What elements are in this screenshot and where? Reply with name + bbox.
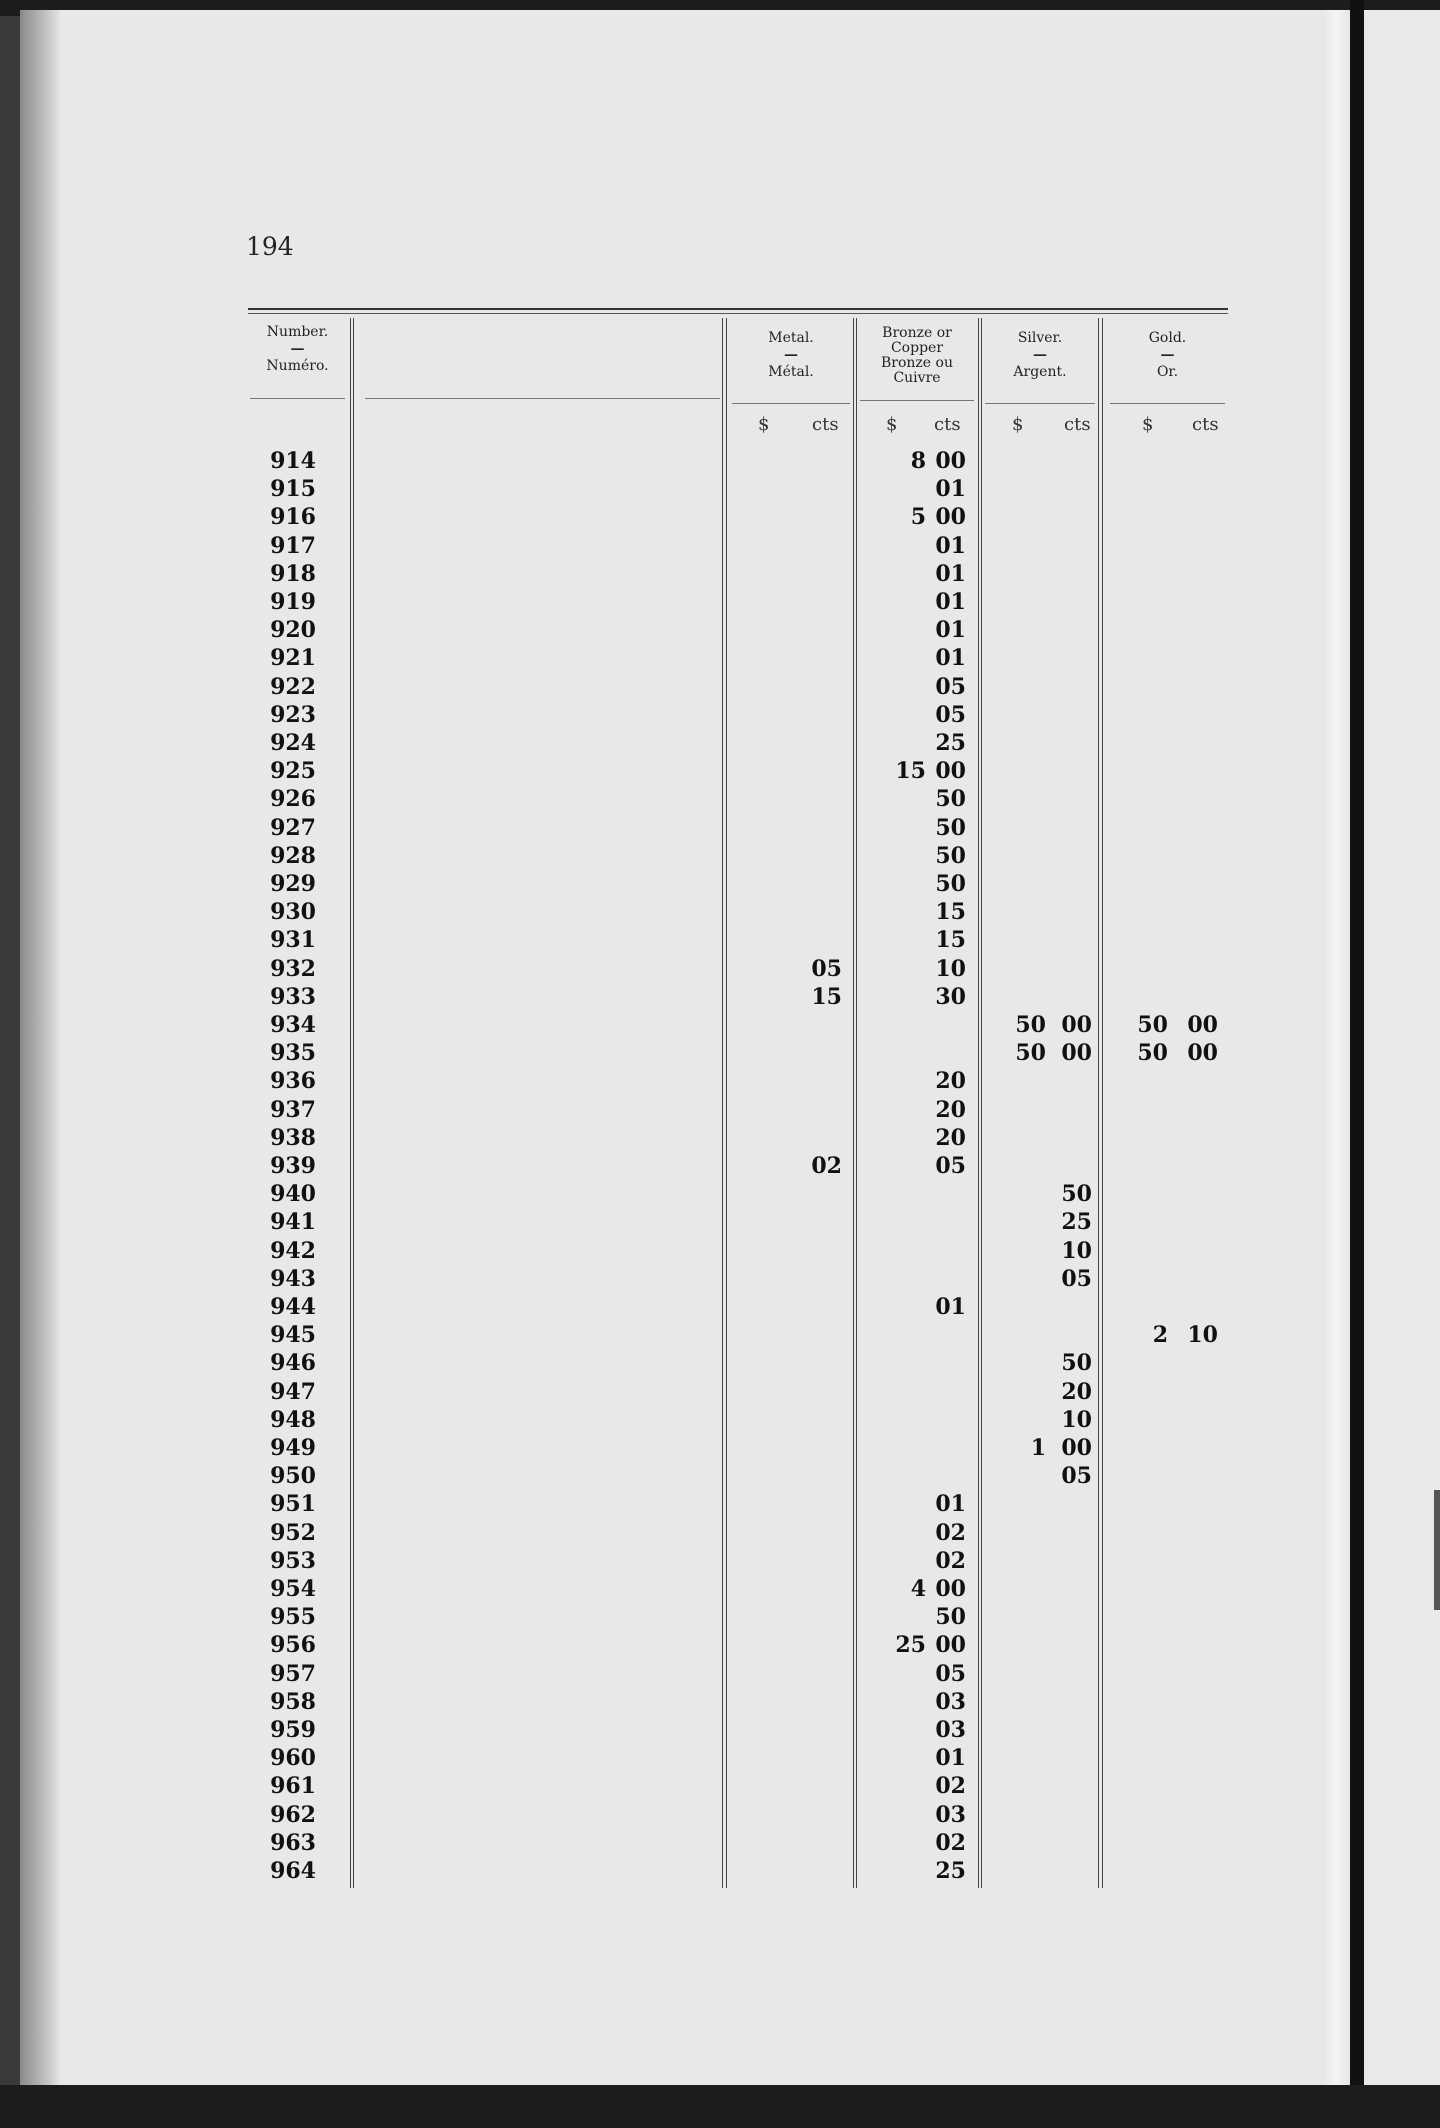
row-number: 943 [270, 1266, 316, 1292]
bronze-dollars-cell: 15 [895, 758, 926, 784]
row-number: 942 [270, 1238, 316, 1264]
bronze-cents-cell: 30 [935, 984, 966, 1010]
bronze-cents-cell: 00 [935, 448, 966, 474]
metal-cents-cell: 05 [811, 956, 842, 982]
row-number: 930 [270, 899, 316, 925]
silver-cents-cell: 10 [1061, 1407, 1092, 1433]
row-number: 916 [270, 504, 316, 530]
row-number: 955 [270, 1604, 316, 1630]
bronze-cents-cell: 20 [935, 1125, 966, 1151]
bronze-cents-cell: 01 [935, 1745, 966, 1771]
row-number: 950 [270, 1463, 316, 1489]
bronze-cents-cell: 15 [935, 899, 966, 925]
gold-cents-cell: 10 [1187, 1322, 1218, 1348]
metal-cents-cell: 15 [811, 984, 842, 1010]
row-number: 954 [270, 1576, 316, 1602]
row-number: 940 [270, 1181, 316, 1207]
gold-cents-cell: 00 [1187, 1040, 1218, 1066]
header-metal: Metal. — Métal. [768, 330, 814, 380]
bronze-dollars-cell: 8 [910, 448, 926, 474]
divider-number-2 [353, 318, 354, 1888]
row-number: 960 [270, 1745, 316, 1771]
row-number: 963 [270, 1830, 316, 1856]
row-number: 929 [270, 871, 316, 897]
row-number: 944 [270, 1294, 316, 1320]
bronze-dollars-cell: 4 [910, 1576, 926, 1602]
bronze-cents-cell: 25 [935, 730, 966, 756]
bronze-cents-cell: 01 [935, 589, 966, 615]
bronze-cents-cell: 50 [935, 843, 966, 869]
gold-cents-label: cts [1192, 414, 1219, 435]
header-rule-thin [248, 313, 1228, 314]
bronze-dollar-label: $ [886, 414, 898, 435]
bronze-dollars-cell: 5 [910, 504, 926, 530]
bronze-cents-cell: 00 [935, 1632, 966, 1658]
row-number: 924 [270, 730, 316, 756]
row-number: 931 [270, 927, 316, 953]
row-number: 948 [270, 1407, 316, 1433]
bronze-cents-cell: 01 [935, 561, 966, 587]
row-number: 917 [270, 533, 316, 559]
row-number: 914 [270, 448, 316, 474]
row-number: 961 [270, 1773, 316, 1799]
page-binding-shadow [20, 10, 60, 2085]
row-number: 956 [270, 1632, 316, 1658]
silver-cents-cell: 20 [1061, 1379, 1092, 1405]
bronze-cents-cell: 01 [935, 645, 966, 671]
row-number: 953 [270, 1548, 316, 1574]
row-number: 935 [270, 1040, 316, 1066]
bronze-dollars-cell: 25 [895, 1632, 926, 1658]
metal-cents-cell: 02 [811, 1153, 842, 1179]
bronze-cents-cell: 00 [935, 1576, 966, 1602]
row-number: 926 [270, 786, 316, 812]
bronze-cents-cell: 20 [935, 1097, 966, 1123]
gold-cents-cell: 00 [1187, 1012, 1218, 1038]
header-gold: Gold. — Or. [1148, 330, 1187, 380]
header-number: Number. — Numéro. [266, 324, 329, 374]
row-number: 947 [270, 1379, 316, 1405]
row-number: 958 [270, 1689, 316, 1715]
divider-description-2 [726, 318, 727, 1888]
divider-metal [853, 318, 854, 1888]
row-number: 939 [270, 1153, 316, 1179]
row-number: 927 [270, 815, 316, 841]
row-number: 921 [270, 645, 316, 671]
divider-description [722, 318, 723, 1888]
row-number: 922 [270, 674, 316, 700]
metal-cents-label: cts [812, 414, 839, 435]
silver-dollars-cell: 50 [1015, 1040, 1046, 1066]
bronze-cents-cell: 00 [935, 758, 966, 784]
row-number: 946 [270, 1350, 316, 1376]
row-number: 949 [270, 1435, 316, 1461]
bronze-cents-cell: 03 [935, 1802, 966, 1828]
bronze-cents-cell: 03 [935, 1689, 966, 1715]
bronze-cents-cell: 01 [935, 533, 966, 559]
silver-dollar-label: $ [1012, 414, 1024, 435]
bronze-cents-cell: 05 [935, 674, 966, 700]
header-bronze: Bronze or Copper Bronze ou Cuivre [881, 325, 953, 386]
bronze-cents-cell: 25 [935, 1858, 966, 1884]
header-rule [248, 308, 1228, 310]
row-number: 920 [270, 617, 316, 643]
gold-dollars-cell: 50 [1137, 1012, 1168, 1038]
bronze-cents-cell: 50 [935, 1604, 966, 1630]
page-separator [1350, 0, 1364, 2085]
bronze-cents-cell: 20 [935, 1068, 966, 1094]
bronze-cents-cell: 05 [935, 1153, 966, 1179]
silver-cents-cell: 00 [1061, 1435, 1092, 1461]
row-number: 932 [270, 956, 316, 982]
row-number: 938 [270, 1125, 316, 1151]
silver-cents-cell: 25 [1061, 1209, 1092, 1235]
row-number: 951 [270, 1491, 316, 1517]
silver-dollars-cell: 1 [1030, 1435, 1046, 1461]
metal-dollar-label: $ [758, 414, 770, 435]
row-number: 941 [270, 1209, 316, 1235]
bronze-cents-cell: 02 [935, 1773, 966, 1799]
row-number: 936 [270, 1068, 316, 1094]
row-number: 933 [270, 984, 316, 1010]
bronze-cents-cell: 05 [935, 1661, 966, 1687]
row-number: 918 [270, 561, 316, 587]
row-number: 925 [270, 758, 316, 784]
row-number: 959 [270, 1717, 316, 1743]
row-number: 957 [270, 1661, 316, 1687]
bronze-cents-cell: 01 [935, 1294, 966, 1320]
silver-cents-cell: 05 [1061, 1266, 1092, 1292]
bronze-cents-label: cts [934, 414, 961, 435]
gold-dollars-cell: 50 [1137, 1040, 1168, 1066]
bronze-cents-cell: 02 [935, 1548, 966, 1574]
bronze-cents-cell: 03 [935, 1717, 966, 1743]
silver-cents-cell: 10 [1061, 1238, 1092, 1264]
bronze-cents-cell: 15 [935, 927, 966, 953]
bronze-cents-cell: 50 [935, 786, 966, 812]
row-number: 964 [270, 1858, 316, 1884]
row-number: 934 [270, 1012, 316, 1038]
silver-dollars-cell: 50 [1015, 1012, 1046, 1038]
silver-cents-label: cts [1064, 414, 1091, 435]
divider-bronze-2 [981, 318, 982, 1888]
divider-number [350, 318, 351, 1888]
gold-dollars-cell: 2 [1152, 1322, 1168, 1348]
bronze-cents-cell: 02 [935, 1520, 966, 1546]
divider-silver [1098, 318, 1099, 1888]
bronze-cents-cell: 50 [935, 871, 966, 897]
row-number: 962 [270, 1802, 316, 1828]
row-number: 952 [270, 1520, 316, 1546]
bronze-cents-cell: 01 [935, 617, 966, 643]
row-number: 923 [270, 702, 316, 728]
gold-dollar-label: $ [1142, 414, 1154, 435]
scan-bottom-border [0, 2085, 1440, 2128]
row-number: 919 [270, 589, 316, 615]
page-gutter [1322, 10, 1350, 2085]
silver-cents-cell: 00 [1061, 1040, 1092, 1066]
silver-cents-cell: 05 [1061, 1463, 1092, 1489]
row-number: 945 [270, 1322, 316, 1348]
silver-cents-cell: 00 [1061, 1012, 1092, 1038]
row-number: 928 [270, 843, 316, 869]
bronze-cents-cell: 00 [935, 504, 966, 530]
divider-metal-2 [856, 318, 857, 1888]
bronze-cents-cell: 05 [935, 702, 966, 728]
bronze-cents-cell: 10 [935, 956, 966, 982]
bronze-cents-cell: 02 [935, 1830, 966, 1856]
bronze-cents-cell: 50 [935, 815, 966, 841]
silver-cents-cell: 50 [1061, 1350, 1092, 1376]
header-silver: Silver. — Argent. [1013, 330, 1067, 380]
divider-bronze [978, 318, 979, 1888]
next-page-edge [1364, 10, 1440, 2085]
bronze-cents-cell: 01 [935, 476, 966, 502]
divider-silver-2 [1102, 318, 1103, 1888]
silver-cents-cell: 50 [1061, 1181, 1092, 1207]
row-number: 937 [270, 1097, 316, 1123]
row-number: 915 [270, 476, 316, 502]
bronze-cents-cell: 01 [935, 1491, 966, 1517]
page-number: 194 [246, 232, 294, 261]
